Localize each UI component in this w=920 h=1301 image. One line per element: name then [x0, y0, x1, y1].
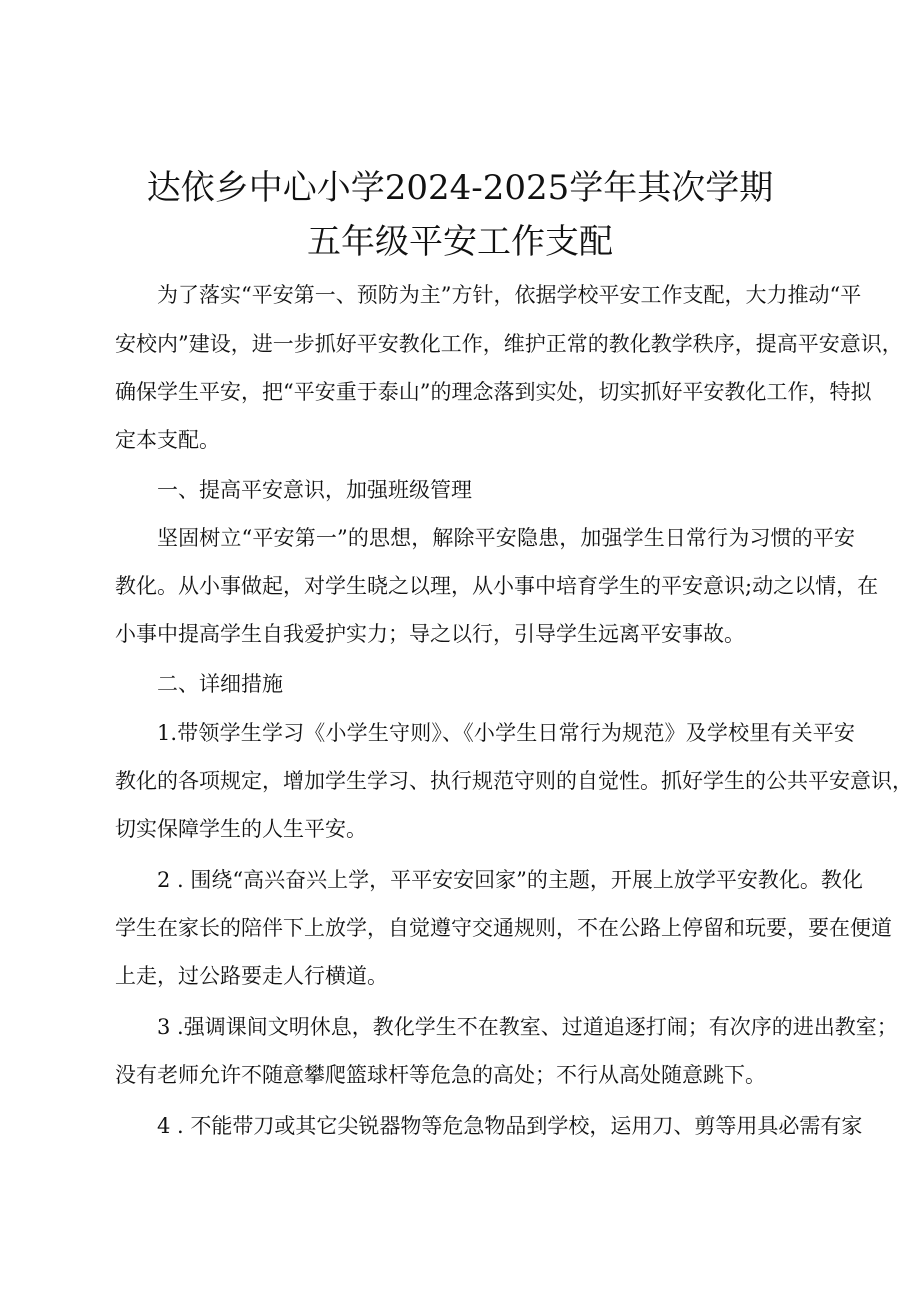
item2-line: 2 . 围绕“高兴奋兴上学，平平安安回家”的主题，开展上放学平安教化。教化 [157, 868, 863, 892]
section-heading: 一、提高平安意识，加强班级管理 [157, 478, 472, 502]
item1-line: 1.带领学生学习《小学生守则》、《小学生日常行为规范》及学校里有关平安 [157, 721, 855, 745]
item2-line: 上走，过公路要走人行横道。 [115, 964, 388, 988]
item3-line: 没有老师允许不随意攀爬篮球杆等危急的高处；不行从高处随意跳下。 [115, 1063, 766, 1087]
section1-line: 坚固树立“平安第一”的思想，解除平安隐患，加强学生日常行为习惯的平安 [157, 526, 855, 550]
section-heading: 二、详细措施 [157, 672, 283, 696]
section1-line: 小事中提高学生自我爱护实力；导之以行，引导学生远离平安事故。 [115, 622, 745, 646]
item1-line: 切实保障学生的人生平安。 [115, 817, 367, 841]
intro-line: 定本支配。 [115, 428, 220, 452]
document-title-line2: 五年级平安工作支配 [307, 222, 613, 262]
item4-line: 4 . 不能带刀或其它尖锐器物等危急物品到学校，运用刀、剪等用具必需有家 [157, 1114, 863, 1138]
intro-line: 为了落实“平安第一、预防为主”方针，依据学校平安工作支配，大力推动“平 [157, 283, 862, 307]
item2-line: 学生在家长的陪伴下上放学，自觉遵守交通规则，不在公路上停留和玩要，要在便道 [115, 916, 892, 940]
item1-line: 教化的各项规定，增加学生学习、执行规范守则的自觉性。抓好学生的公共平安意识， [115, 769, 913, 793]
document-title-line1: 达依乡中心小学2024-2025学年其次学期 [146, 168, 774, 208]
item3-line: 3 .强调课间文明休息，教化学生不在教室、过道追逐打闹；有次序的进出教室； [157, 1015, 898, 1039]
intro-line: 确保学生平安，把“平安重于泰山”的理念落到实处，切实抓好平安教化工作，特拟 [115, 380, 872, 404]
section1-line: 教化。从小事做起，对学生晓之以理，从小事中培育学生的平安意识;动之以情，在 [115, 574, 879, 598]
intro-line: 安校内”建设，进一步抓好平安教化工作，维护正常的教化教学秩序，提高平安意识， [115, 332, 903, 356]
